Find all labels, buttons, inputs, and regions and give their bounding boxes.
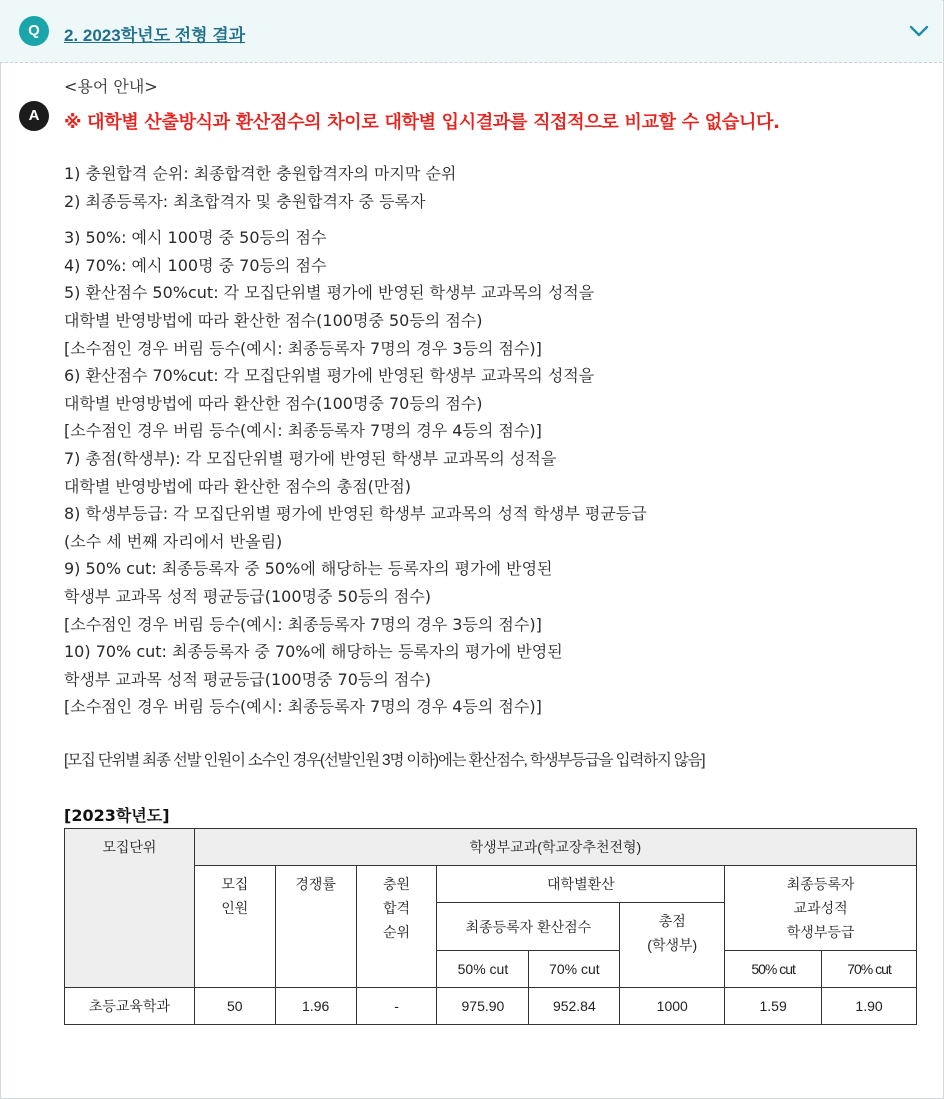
cell-unit: 초등교육학과: [65, 988, 195, 1025]
definition-line: 5) 환산점수 50%cut: 각 모집단위별 평가에 반영된 학생부 교과목의 성적을: [64, 283, 595, 303]
definition-line: 9) 50% cut: 최종등록자 중 50%에 해당하는 등록자의 평가에 반영된: [64, 559, 553, 579]
term-guide-label: <용어 안내>: [64, 77, 158, 96]
definition-line: 6) 환산점수 70%cut: 각 모집단위별 평가에 반영된 학생부 교과목의 성적을: [64, 366, 595, 386]
definition-line: 대학별 반영방법에 따라 환산한 점수(100명중 50등의 점수): [64, 310, 483, 330]
cell-conv-70: 952.84: [529, 988, 620, 1025]
question-badge: Q: [19, 16, 49, 46]
header-final-grade: 최종등록자 교과성적 학생부등급: [725, 866, 917, 951]
term-definitions: [64, 160, 647, 721]
cell-rate: 1.96: [275, 988, 356, 1025]
definition-line: 대학별 반영방법에 따라 환산한 점수(100명중 70등의 점수): [64, 393, 483, 413]
header-conv-70cut: 70% cut: [529, 951, 620, 988]
definition-line: 2) 최종등록자: 최초합격자 및 충원합격자 중 등록자: [64, 191, 426, 211]
header-quota: 모집 인원: [194, 866, 275, 988]
admission-result-table: [64, 828, 917, 1025]
definition-line: 3) 50%: 예시 100명 중 50등의 점수: [64, 228, 327, 248]
definition-line: [소수점인 경우 버림 등수(예시: 최종등록자 7명의 경우 4등의 점수)]: [64, 697, 542, 717]
definition-line: 학생부 교과목 성적 평균등급(100명중 70등의 점수): [64, 669, 432, 689]
definition-line: 10) 70% cut: 최종등록자 중 70%에 해당하는 등록자의 평가에 반영된: [64, 642, 563, 662]
cell-rank: -: [356, 988, 437, 1025]
input-notice: [모집 단위별 최종 선발 인원이 소수인 경우(선발인원 3명 이하)에는 환산점수, 학생부등급을 입력하지 않음]: [64, 752, 705, 769]
definition-line: 학생부 교과목 성적 평균등급(100명중 50등의 점수): [64, 586, 432, 606]
header-unit: 모집단위: [65, 829, 195, 988]
header-group: 학생부교과(학교장추천전형): [194, 829, 916, 866]
table-row: [65, 988, 917, 1025]
header-conversion-score: 최종등록자 환산점수: [437, 903, 620, 951]
definition-line: (소수 세 번째 자리에서 반올림): [64, 531, 283, 551]
question-header[interactable]: [0, 0, 942, 63]
header-conv-50cut: 50% cut: [437, 951, 529, 988]
header-grade-50cut: 50% cut: [725, 951, 822, 988]
cell-grade-50: 1.59: [725, 988, 822, 1025]
header-grade-70cut: 70% cut: [822, 951, 917, 988]
question-title-link[interactable]: 2. 2023학년도 전형 결과: [64, 26, 246, 45]
chevron-down-icon[interactable]: [908, 20, 930, 42]
definition-line: 7) 총점(학생부): 각 모집단위별 평가에 반영된 학생부 교과목의 성적을: [64, 448, 557, 468]
header-rate: 경쟁률: [275, 866, 356, 988]
header-rank: 충원 합격 순위: [356, 866, 437, 988]
header-conversion: 대학별환산: [437, 866, 725, 903]
header-total: 총점 (학생부): [620, 903, 725, 988]
definition-line: [소수점인 경우 버림 등수(예시: 최종등록자 7명의 경우 3등의 점수)]: [64, 614, 542, 634]
definition-line: 8) 학생부등급: 각 모집단위별 평가에 반영된 학생부 교과목의 성적 학생부 평균등급: [64, 504, 647, 524]
definition-line: [소수점인 경우 버림 등수(예시: 최종등록자 7명의 경우 4등의 점수)]: [64, 421, 542, 441]
definition-line: 1) 충원합격 순위: 최종합격한 충원합격자의 마지막 순위: [64, 164, 457, 183]
definition-line: [소수점인 경우 버림 등수(예시: 최종등록자 7명의 경우 3등의 점수)]: [64, 338, 542, 358]
warning-text: ※ 대학별 산출방식과 환산점수의 차이로 대학별 입시결과를 직접적으로 비교할 수 없습니다.: [64, 112, 780, 133]
definition-line: 대학별 반영방법에 따라 환산한 점수의 총점(만점): [64, 476, 412, 496]
cell-grade-70: 1.90: [822, 988, 917, 1025]
cell-conv-50: 975.90: [437, 988, 529, 1025]
definition-line: 4) 70%: 예시 100명 중 70등의 점수: [64, 255, 327, 275]
cell-quota: 50: [194, 988, 275, 1025]
table-year-label: [2023학년도]: [64, 806, 170, 825]
cell-total: 1000: [620, 988, 725, 1025]
answer-badge: A: [19, 101, 49, 131]
